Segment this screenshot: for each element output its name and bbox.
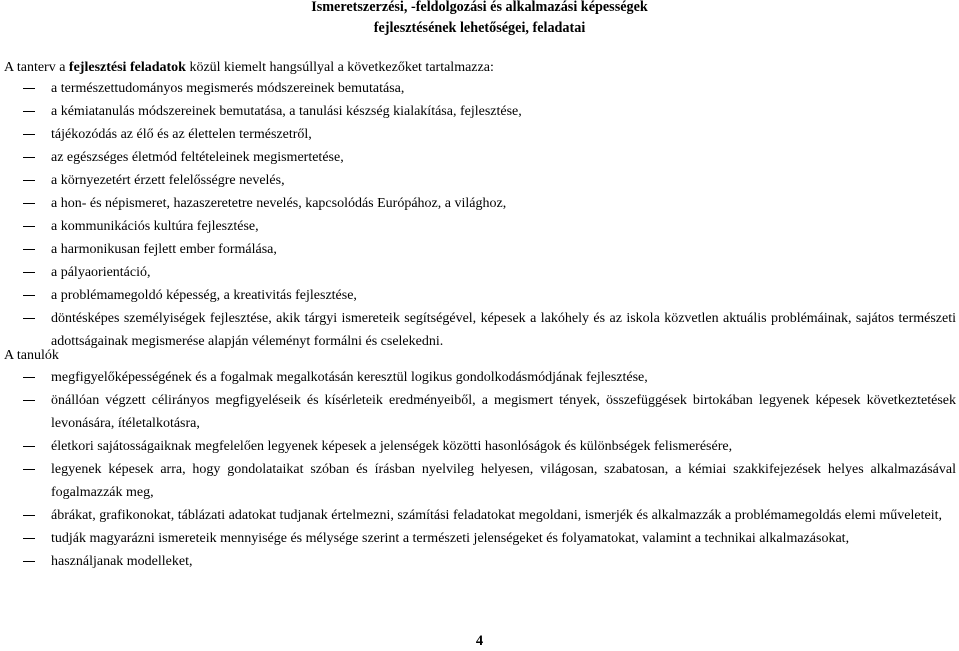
list-item-text: ábrákat, grafikonokat, táblázati adatokat tudjanak értelmezni, számítási feladatokat megoldani, ismerjék és alkalmazzák a problémamegoldás elemi műveleteit, <box>51 508 942 523</box>
list-item-text: legyenek képesek arra, hogy gondolataikat szóban és írásban nyelvileg helyesen, világosan, szabatosan, a kémiai szakkifejezések helyes alkalmazásával fogalmazzák meg, <box>51 462 956 500</box>
list-item-text: a kommunikációs kultúra fejlesztése, <box>51 219 259 234</box>
list-item-text: a természettudományos megismerés módszereinek bemutatása, <box>51 81 405 96</box>
development-tasks-list <box>0 77 959 353</box>
list-item <box>0 284 959 307</box>
list-item <box>0 215 959 238</box>
title-line-2: fejlesztésének lehetőségei, feladatai <box>373 20 586 36</box>
list-item-text: a harmonikusan fejlett ember formálása, <box>51 242 277 257</box>
dash-bullet <box>23 249 35 250</box>
list-item <box>0 458 959 504</box>
list-item <box>0 192 959 215</box>
list-item <box>0 389 959 435</box>
list-item <box>0 527 959 550</box>
dash-bullet <box>23 88 35 89</box>
list-item-text: a hon- és népismeret, hazaszeretetre nevelés, kapcsolódás Európához, a világhoz, <box>51 196 507 211</box>
list-item <box>0 123 959 146</box>
list-item-text: használjanak modelleket, <box>51 554 193 569</box>
dash-bullet <box>23 561 35 562</box>
list-item-text: tájékozódás az élő és az élettelen természetről, <box>51 127 312 142</box>
dash-bullet <box>23 538 35 539</box>
dash-bullet <box>23 157 35 158</box>
dash-bullet <box>23 400 35 401</box>
list-item-text: tudják magyarázni ismereteik mennyisége és mélysége szerint a természeti jelenségeket és folyamatokat, valamint a technikai alkalmazásokat, <box>51 531 850 546</box>
intro-text-pre: A tanterv a <box>4 60 69 75</box>
list-item <box>0 100 959 123</box>
list-item-text: a kémiatanulás módszereinek bemutatása, a tanulási készség kialakítása, fejlesztése, <box>51 104 522 119</box>
intro-paragraph <box>4 58 494 77</box>
intro-text-bold: fejlesztési feladatok <box>68 60 186 75</box>
list-item <box>0 504 959 527</box>
list-item <box>0 261 959 284</box>
list-item-text: a környezetért érzett felelősségre nevelés, <box>51 173 285 188</box>
list-item <box>0 550 959 573</box>
list-item <box>0 146 959 169</box>
dash-bullet <box>23 515 35 516</box>
dash-bullet <box>23 111 35 112</box>
list-item <box>0 435 959 458</box>
list-item-text: a problémamegoldó képesség, a kreativitás fejlesztése, <box>51 288 357 303</box>
dash-bullet <box>23 180 35 181</box>
dash-bullet <box>23 318 35 319</box>
title-line-1: Ismeretszerzési, -feldolgozási és alkalmazási képességek <box>311 0 648 15</box>
list-item-text: önállóan végzett célirányos megfigyeléseik és kísérleteik eredményeiből, a megismert tények, összefüggések birtokában legyenek képesek következtetések levonására, ítéletalkotásra, <box>51 393 956 431</box>
dash-bullet <box>23 295 35 296</box>
dash-bullet <box>23 469 35 470</box>
list-item-text: az egészséges életmód feltételeinek megismertetése, <box>51 150 344 165</box>
dash-bullet <box>23 377 35 378</box>
list-item <box>0 238 959 261</box>
dash-bullet <box>23 203 35 204</box>
page-number: 4 <box>475 633 484 649</box>
list-item-text: életkori sajátosságaiknak megfelelően legyenek képesek a jelenségek közötti hasonlóságok és különbségek felismerésére, <box>51 439 733 454</box>
list-item-text: megfigyelőképességének és a fogalmak megalkotásán keresztül logikus gondolkodásmódjának fejlesztése, <box>51 370 648 385</box>
list-item-text: a pályaorientáció, <box>51 265 151 280</box>
list-item <box>0 307 959 353</box>
dash-bullet <box>23 226 35 227</box>
dash-bullet <box>23 446 35 447</box>
list-item <box>0 77 959 100</box>
student-goals-list <box>0 366 959 573</box>
dash-bullet <box>23 272 35 273</box>
section-heading-students: A tanulók <box>4 348 59 363</box>
list-item <box>0 169 959 192</box>
list-item <box>0 366 959 389</box>
intro-text-post: közül kiemelt hangsúllyal a következőket tartalmazza: <box>185 60 494 75</box>
dash-bullet <box>23 134 35 135</box>
list-item-text: döntésképes személyiségek fejlesztése, akik tárgyi ismereteik segítségével, képesek a lakóhely és az iskola közvetlen aktuális problémáinak, sajátos természeti adottságainak megismerése alapján véleményt formálni és cselekedni. <box>51 311 956 349</box>
